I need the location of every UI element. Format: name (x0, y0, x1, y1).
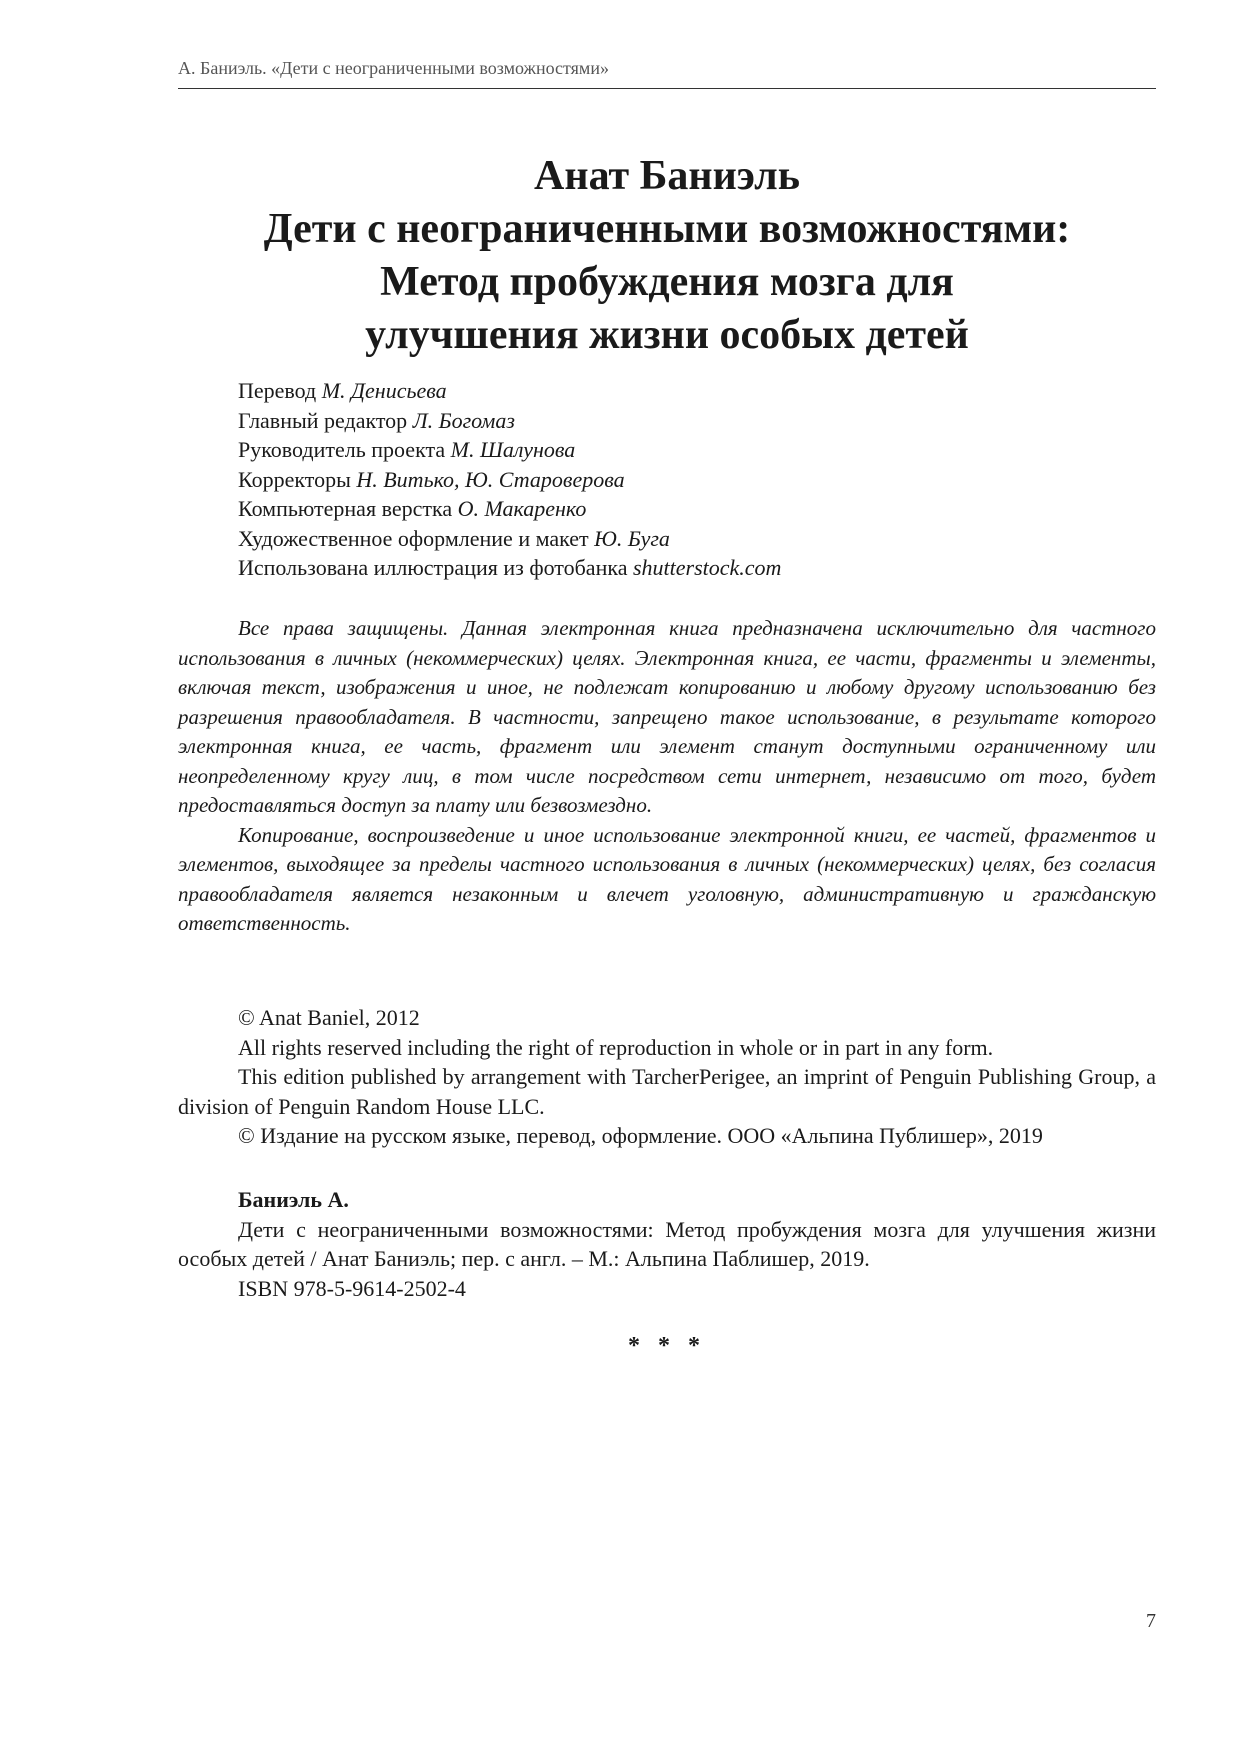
credit-proofreaders (238, 465, 1138, 495)
title-line-3: улучшения жизни особых детей (365, 312, 969, 358)
biblio-description: Дети с неограниченными возможностями: Метод пробуждения мозга для улучшения жизни особых детей / Анат Баниэль; пер. с англ. – М.: Альпина Паблишер, 2019. (178, 1216, 1156, 1271)
credits-list (238, 376, 1138, 583)
credit-role: Руководитель проекта (238, 437, 451, 462)
credit-role: Художественное оформление и макет (238, 525, 595, 551)
title-line-2: Метод пробуждения мозга для (380, 259, 954, 305)
credit-illustration (238, 553, 1138, 583)
copyright-line-2: All rights reserved including the right of reproduction in whole or in part in any form. (238, 1034, 994, 1060)
rights-paragraph-1: Все права защищены. Данная электронная книга предназначена исключительно для частного использования в личных (некоммерческих) целях. Электронная книга, ее части, фрагменты и элементы, включая текст, изображения и иное, не подлежат копированию и любому другому использованию без разрешения правообладателя. В частности, запрещено такое использование, в результате которого электронная книга, ее часть, фрагмент или элемент станут доступными ограниченному или неопределенному кругу лиц, в том числе посредством сети интернет, независимо от того, будет предоставляться доступ за плату или безвозмездно. (178, 616, 1156, 817)
title-line-1: Дети с неограниченными возможностями: (263, 206, 1071, 252)
credit-person: shutterstock.com (632, 555, 782, 580)
copyright-block (178, 1003, 1156, 1151)
credit-role: Перевод (238, 378, 322, 403)
credit-person: М. Шалунова (450, 437, 576, 462)
credit-design (238, 524, 1138, 554)
credit-role: Корректоры (238, 466, 357, 492)
bibliographic-record (178, 1185, 1156, 1303)
rights-notice (178, 614, 1156, 939)
credit-role: Использована иллюстрация из фотобанка (238, 555, 633, 580)
rights-paragraph-2: Копирование, воспроизведение и иное использование электронной книги, ее частей, фрагментов и элементов, выходящее за пределы частного использования в личных (некоммерческих) целях, без согласия правообладателя является незаконным и влечет уголовную, административную и гражданскую ответственность. (178, 822, 1156, 935)
credit-role: Компьютерная верстка (238, 496, 458, 521)
copyright-line-4: © Издание на русском языке, перевод, оформление. ООО «Альпина Публишер», 2019 (238, 1123, 1043, 1148)
book-title (178, 150, 1156, 362)
title-author: Анат Баниэль (534, 153, 800, 199)
copyright-line-3: This edition published by arrangement with TarcherPerigee, an imprint of Penguin Publishing Group, a division of Penguin Random House LLC. (178, 1064, 1156, 1119)
credit-person: Л. Богомаз (412, 407, 515, 433)
credit-layout (238, 494, 1138, 524)
running-header (178, 56, 1156, 89)
credit-person: М. Денисьева (321, 378, 447, 403)
copyright-line-1: © Anat Baniel, 2012 (238, 1005, 420, 1030)
running-header-text: А. Баниэль. «Дети с неограниченными возможностями» (178, 58, 609, 78)
section-separator: * * * (628, 1333, 706, 1359)
biblio-author: Баниэль А. (238, 1187, 349, 1212)
credit-role: Главный редактор (238, 407, 413, 433)
credit-translator (238, 376, 1138, 406)
credit-person: Н. Витько, Ю. Староверова (356, 466, 625, 492)
credit-project-manager (238, 435, 1138, 465)
credit-person: О. Макаренко (457, 496, 587, 521)
credit-chief-editor (238, 406, 1138, 436)
credit-person: Ю. Буга (594, 525, 670, 551)
page-number: 7 (1146, 1610, 1156, 1632)
biblio-isbn: ISBN 978-5-9614-2502-4 (238, 1275, 466, 1301)
